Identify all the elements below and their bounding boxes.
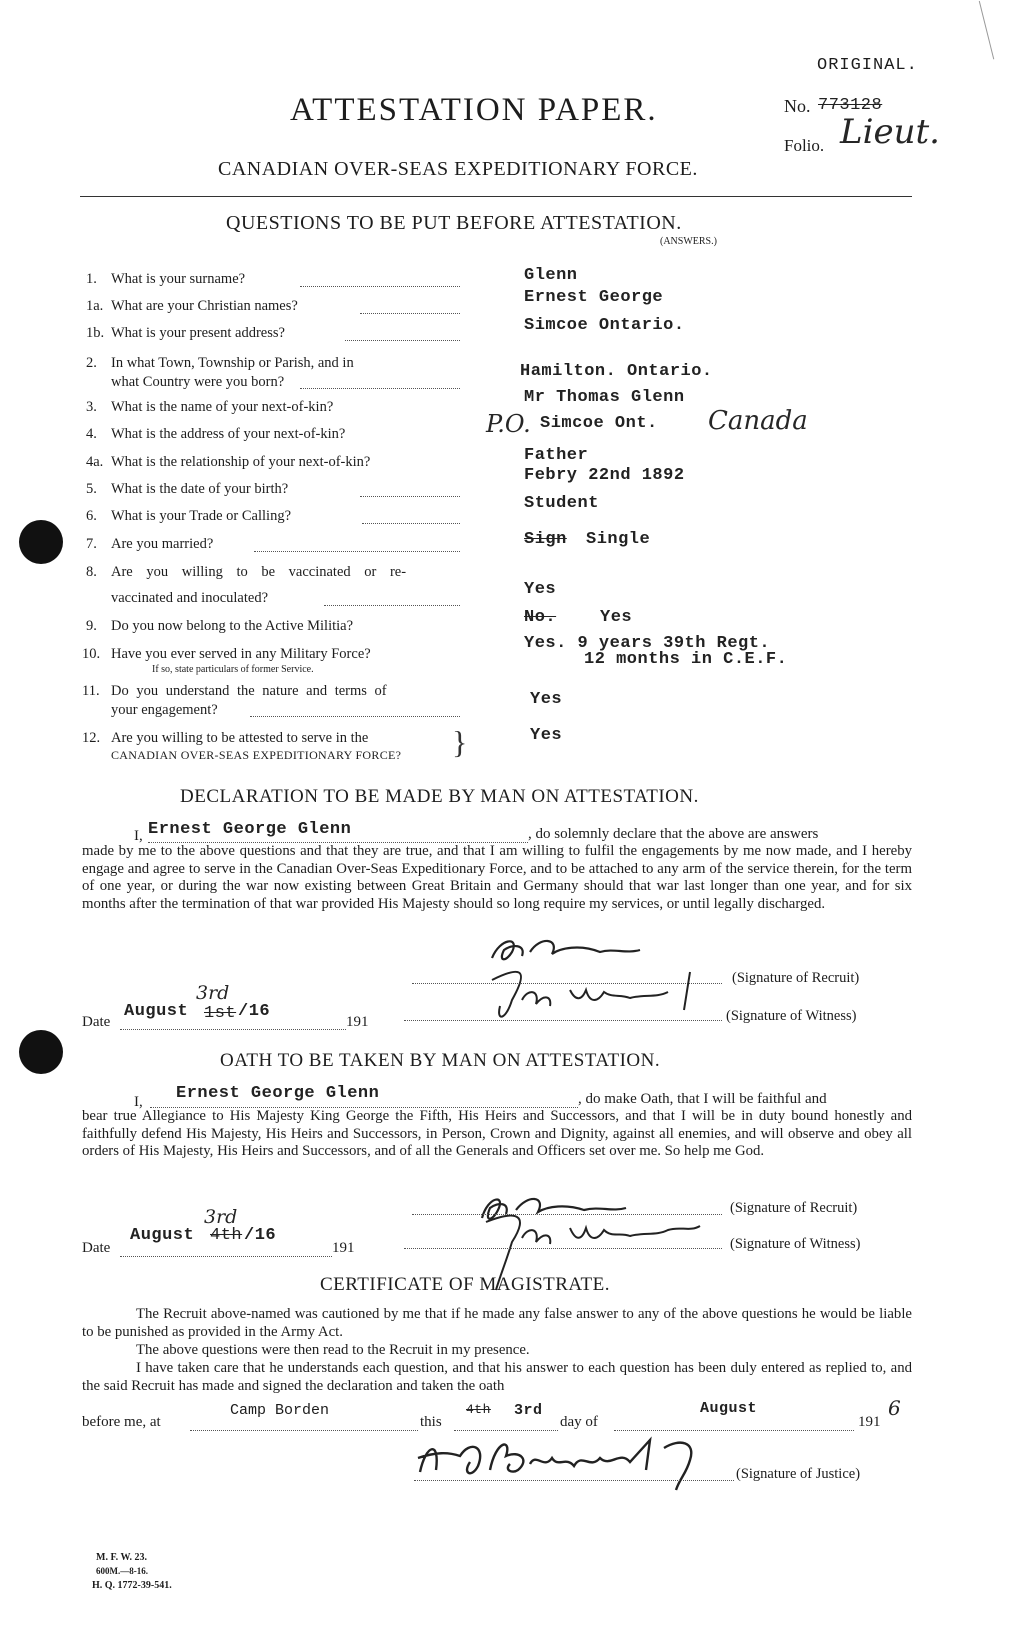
question-text: Are you married?: [111, 536, 214, 552]
declaration-date-label: Date: [82, 1014, 111, 1030]
oath-date-tail: /16: [244, 1226, 277, 1245]
question-text: What is your Trade or Calling?: [111, 508, 292, 524]
leader-dots: [345, 340, 460, 341]
certificate-day-label: day of: [560, 1414, 598, 1430]
no-label: No.: [784, 96, 811, 116]
punch-hole-top: [19, 520, 63, 564]
question-number: 10.: [82, 646, 101, 662]
question-number: 7.: [86, 536, 97, 552]
declaration-date-struck: 1st: [204, 1004, 237, 1023]
question-number: 11.: [82, 683, 100, 699]
questions-heading: QUESTIONS TO BE PUT BEFORE ATTESTATION.: [226, 212, 682, 234]
certificate-paragraph-3: I have taken care that he understands each question, and that his answer to each question has been duly entered as replied to, and the said Recruit has made and signed the declaration and taken the oath: [82, 1360, 912, 1394]
question-note: If so, state particulars of former Service.: [152, 664, 314, 675]
question-brace: }: [452, 724, 468, 760]
oath-body: bear true Allegiance to His Majesty King George the Fifth, His Heirs and Successors, and that I will be in duty bound honestly and faithfully defend His Majesty, His Heirs and Successors, in Person, Crown and Dignity, against all enemies, and will observe and obey all orders of His Majesty, His Heirs and Successors, and of all the Generals and Officers set over me. So help me God.: [82, 1108, 912, 1160]
answer-surname: Glenn: [524, 266, 578, 285]
question-number: 5.: [86, 481, 97, 497]
oath-heading: OATH TO BE TAKEN BY MAN ON ATTESTATION.: [220, 1050, 661, 1071]
oath-date-struck: 4th: [210, 1226, 243, 1245]
folio-label: Folio.: [784, 136, 825, 155]
certificate-year-digit: 6: [888, 1396, 901, 1420]
leader-dots: [300, 286, 460, 287]
leader-dots: [250, 716, 460, 717]
question-number: 12.: [82, 730, 101, 746]
oath-date-value: August: [130, 1226, 195, 1245]
question-text: What is the relationship of your next-of-kin?: [111, 454, 371, 470]
answer-present-address: Simcoe Ontario.: [524, 316, 685, 335]
question-text: Have you ever served in any Military Force?: [111, 646, 371, 662]
footer-form-number: M. F. W. 23.: [96, 1552, 148, 1563]
oath-witness-sig-line: [404, 1248, 722, 1249]
answer-willing-attested: Yes: [530, 726, 563, 745]
question-number: 1b.: [86, 325, 105, 341]
answer-relationship: Father: [524, 446, 589, 465]
certificate-heading: CERTIFICATE OF MAGISTRATE.: [320, 1274, 611, 1295]
answer-military-service: Yes. 9 years 39th Regt.: [524, 634, 771, 653]
declaration-witness-sig-line: [404, 1020, 722, 1021]
original-label: ORIGINAL.: [817, 56, 918, 75]
answer-christian-names: Ernest George: [524, 288, 664, 307]
question-text: What is the address of your next-of-kin?: [111, 426, 346, 442]
certificate-month: August: [700, 1400, 758, 1417]
declaration-body: made by me to the above questions and that they are true, and that I am willing to fulfil the engagements by me now made, and I hereby engage and agree to serve in the Canadian Over-Seas Expeditionary Force, and to be attached to any arm of the service therein, for the term of one year, or during the war now existing between Great Britain and Germany should that war last longer than one year, and for six months after the termination of that war provided His Majesty should so long require my services, or until legally discharged.: [82, 843, 912, 912]
declaration-year-label: 191: [346, 1014, 369, 1030]
answer-kin-address-prefix: P.O.: [486, 410, 531, 438]
leader-dots: [300, 388, 460, 389]
oath-date-line: [120, 1256, 332, 1257]
declaration-heading: DECLARATION TO BE MADE BY MAN ON ATTESTATION.: [180, 786, 699, 807]
question-text: Are you willing to be attested to serve in the: [111, 730, 369, 746]
folio-value: Lieut.: [840, 112, 940, 152]
leader-dots: [360, 313, 460, 314]
answer-next-of-kin: Mr Thomas Glenn: [524, 388, 685, 407]
declaration-line1-tail: , do solemnly declare that the above are answers: [528, 826, 819, 842]
oath-date-label: Date: [82, 1240, 111, 1256]
leader-dots: [360, 496, 460, 497]
certificate-year-label: 191: [858, 1414, 881, 1430]
justice-sig-label: (Signature of Justice): [736, 1466, 861, 1482]
answers-label: (ANSWERS.): [660, 236, 717, 247]
oath-year-label: 191: [332, 1240, 355, 1256]
answer-understand-terms: Yes: [530, 690, 563, 709]
answer-married: Single: [586, 530, 651, 549]
declaration-date-line: [120, 1029, 346, 1030]
certificate-this-label: this: [420, 1414, 442, 1430]
question-text: Do you understand the nature and terms of: [111, 683, 387, 699]
question-text: Do you now belong to the Active Militia?: [111, 618, 354, 634]
question-text-continued: vaccinated and inoculated?: [111, 590, 269, 606]
answer-militia-struck: No.: [524, 608, 557, 627]
certificate-place: Camp Borden: [230, 1402, 330, 1419]
declaration-recruit-sig-line: [412, 983, 722, 984]
declaration-name: Ernest George Glenn: [148, 820, 352, 839]
answer-kin-address-country: Canada: [708, 406, 808, 436]
footer-print-run: 600M.—8-16.: [96, 1566, 148, 1576]
answer-vaccinated: Yes: [524, 580, 557, 599]
leader-dots: [254, 551, 460, 552]
certificate-paragraph-1: The Recruit above-named was cautioned by me that if he made any false answer to any of the above questions he would be liable to be punished as provided in the Army Act.: [82, 1306, 912, 1340]
answer-military-service-2: 12 months in C.E.F.: [584, 650, 788, 669]
question-text-continued: what Country were you born?: [111, 374, 285, 390]
answer-birth-date: Febry 22nd 1892: [524, 466, 685, 485]
question-number: 8.: [86, 564, 97, 580]
header-rule: [80, 196, 912, 197]
question-text: In what Town, Township or Parish, and in: [111, 355, 354, 371]
question-text: Are you willing to be vaccinated or re-: [111, 564, 407, 580]
oath-line1-tail: , do make Oath, that I will be faithful and: [578, 1091, 827, 1107]
declaration-date-tail: /16: [238, 1002, 271, 1021]
answer-militia: Yes: [600, 608, 633, 627]
question-text: What is the name of your next-of-kin?: [111, 399, 334, 415]
oath-date-hand: 3rd: [204, 1206, 238, 1228]
answer-married-struck: Sign: [524, 530, 567, 549]
question-text-continued: CANADIAN OVER-SEAS EXPEDITIONARY FORCE?: [111, 748, 402, 762]
document-subtitle: CANADIAN OVER-SEAS EXPEDITIONARY FORCE.: [218, 158, 698, 180]
question-number: 3.: [86, 399, 97, 415]
question-text: What are your Christian names?: [111, 298, 298, 314]
question-text: What is your surname?: [111, 271, 246, 287]
declaration-pronoun: I,: [134, 828, 143, 844]
question-number: 2.: [86, 355, 97, 371]
leader-dots: [362, 523, 460, 524]
question-text-continued: your engagement?: [111, 702, 218, 718]
scan-edge-mark: [979, 1, 995, 60]
certificate-day-struck: 4th: [466, 1402, 491, 1417]
answer-birthplace: Hamilton. Ontario.: [520, 362, 713, 381]
justice-signature: [0, 0, 1, 1]
answer-kin-address: Simcoe Ont.: [540, 414, 658, 433]
declaration-date-value: August: [124, 1002, 189, 1021]
document-title: ATTESTATION PAPER.: [290, 92, 658, 128]
certificate-day: 3rd: [514, 1402, 543, 1419]
question-number: 6.: [86, 508, 97, 524]
question-text: What is the date of your birth?: [111, 481, 289, 497]
question-number: 1.: [86, 271, 97, 287]
oath-recruit-sig-label: (Signature of Recruit): [730, 1200, 858, 1216]
punch-hole-bottom: [19, 1030, 63, 1074]
question-number: 4a.: [86, 454, 104, 470]
oath-recruit-sig-line: [412, 1214, 722, 1215]
declaration-recruit-sig-label: (Signature of Recruit): [732, 970, 860, 986]
footer-hq-number: H. Q. 1772-39-541.: [92, 1580, 172, 1591]
answer-trade: Student: [524, 494, 599, 513]
certificate-place-line: [190, 1430, 418, 1431]
oath-witness-sig-label: (Signature of Witness): [730, 1236, 861, 1252]
leader-dots: [324, 605, 460, 606]
oath-name: Ernest George Glenn: [176, 1084, 380, 1103]
question-text: What is your present address?: [111, 325, 285, 341]
certificate-paragraph-2: The above questions were then read to the Recruit in my presence.: [136, 1342, 530, 1358]
justice-sig-line: [414, 1480, 734, 1481]
certificate-before-label: before me, at: [82, 1414, 161, 1430]
declaration-witness-sig-label: (Signature of Witness): [726, 1008, 857, 1024]
regimental-number: 773128: [818, 96, 883, 115]
certificate-month-line: [614, 1430, 854, 1431]
question-number: 9.: [86, 618, 97, 634]
certificate-day-line: [454, 1430, 558, 1431]
question-number: 1a.: [86, 298, 104, 314]
declaration-date-hand: 3rd: [196, 982, 230, 1004]
oath-pronoun: I,: [134, 1094, 143, 1110]
question-number: 4.: [86, 426, 97, 442]
